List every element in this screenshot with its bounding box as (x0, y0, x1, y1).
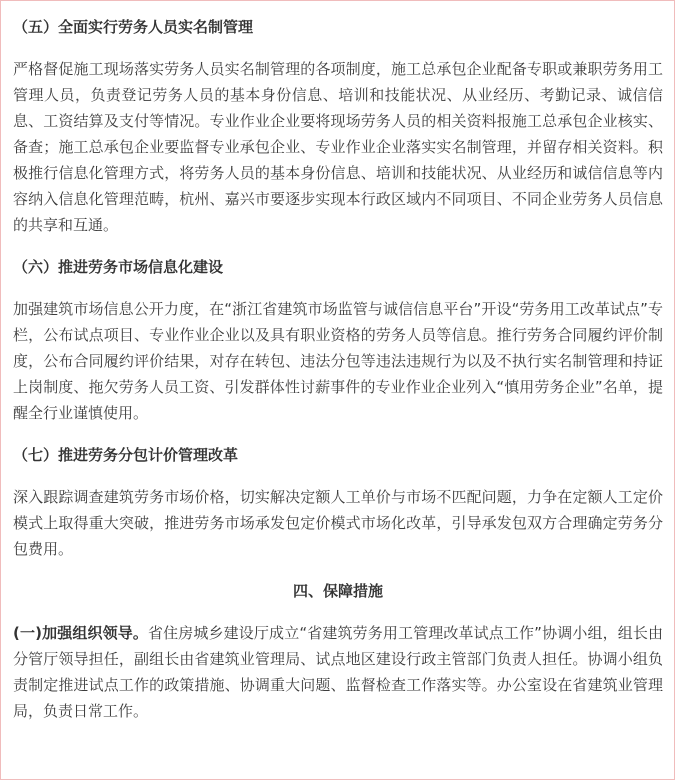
final-paragraph-body: 省住房城乡建设厅成立“省建筑劳务用工管理改革试点工作”协调小组，组长由分管厅领导担任，副组长由省建筑业管理局、试点地区建设行政主管部门负责人担任。协调小组负责制定推进试点工作的政策措施、协调重大问题、监督检查工作落实等。办公室设在省建筑业管理局，负责日常工作。 (13, 624, 663, 720)
section-heading-6: （六）推进劳务市场信息化建设 (13, 258, 224, 276)
part-title: 四、保障措施 (292, 582, 383, 600)
section-heading-5: （五）全面实行劳务人员实名制管理 (13, 18, 254, 36)
section-paragraph-6: 加强建筑市场信息公开力度，在“浙江省建筑市场监管与诚信信息平台”开设“劳务用工改革试点”专栏，公布试点项目、专业作业企业以及具有职业资格的劳务人员等信息。推行劳务合同履约评价制度，公布合同履约评价结果，对存在转包、违法分包等违法违规行为以及不执行实名制管理和持证上岗制度、拖欠劳务人员工资、引发群体性讨薪事件的专业作业企业列入“慎用劳务企业”名单，提醒全行业谨慎使用。 (13, 300, 663, 422)
section-paragraph-7: 深入跟踪调查建筑劳务市场价格，切实解决定额人工单价与市场不匹配问题，力争在定额人工定价模式上取得重大突破，推进劳务市场承发包定价模式市场化改革，引导承发包双方合理确定劳务分包费用。 (13, 488, 663, 558)
final-paragraph (13, 620, 663, 724)
article-body (13, 14, 663, 740)
section-heading-7: （七）推进劳务分包计价管理改革 (13, 446, 239, 464)
section-paragraph-5: 严格督促施工现场落实劳务人员实名制管理的各项制度，施工总承包企业配备专职或兼职劳务用工管理人员，负责登记劳务人员的基本身份信息、培训和技能状况、从业经历、考勤记录、诚信信息、工资结算及支付等情况。专业作业企业要将现场劳务人员的相关资料报施工总承包企业核实、备查；施工总承包企业要监督专业承包企业、专业作业企业落实实名制管理，并留存相关资料。积极推行信息化管理方式，将劳务人员的基本身份信息、培训和技能状况、从业经历和诚信信息等内容纳入信息化管理范畴，杭州、嘉兴市要逐步实现本行政区域内不同项目、不同企业劳务人员信息的共享和互通。 (13, 60, 663, 234)
final-paragraph-lead: (一)加强组织领导。 (13, 624, 149, 642)
